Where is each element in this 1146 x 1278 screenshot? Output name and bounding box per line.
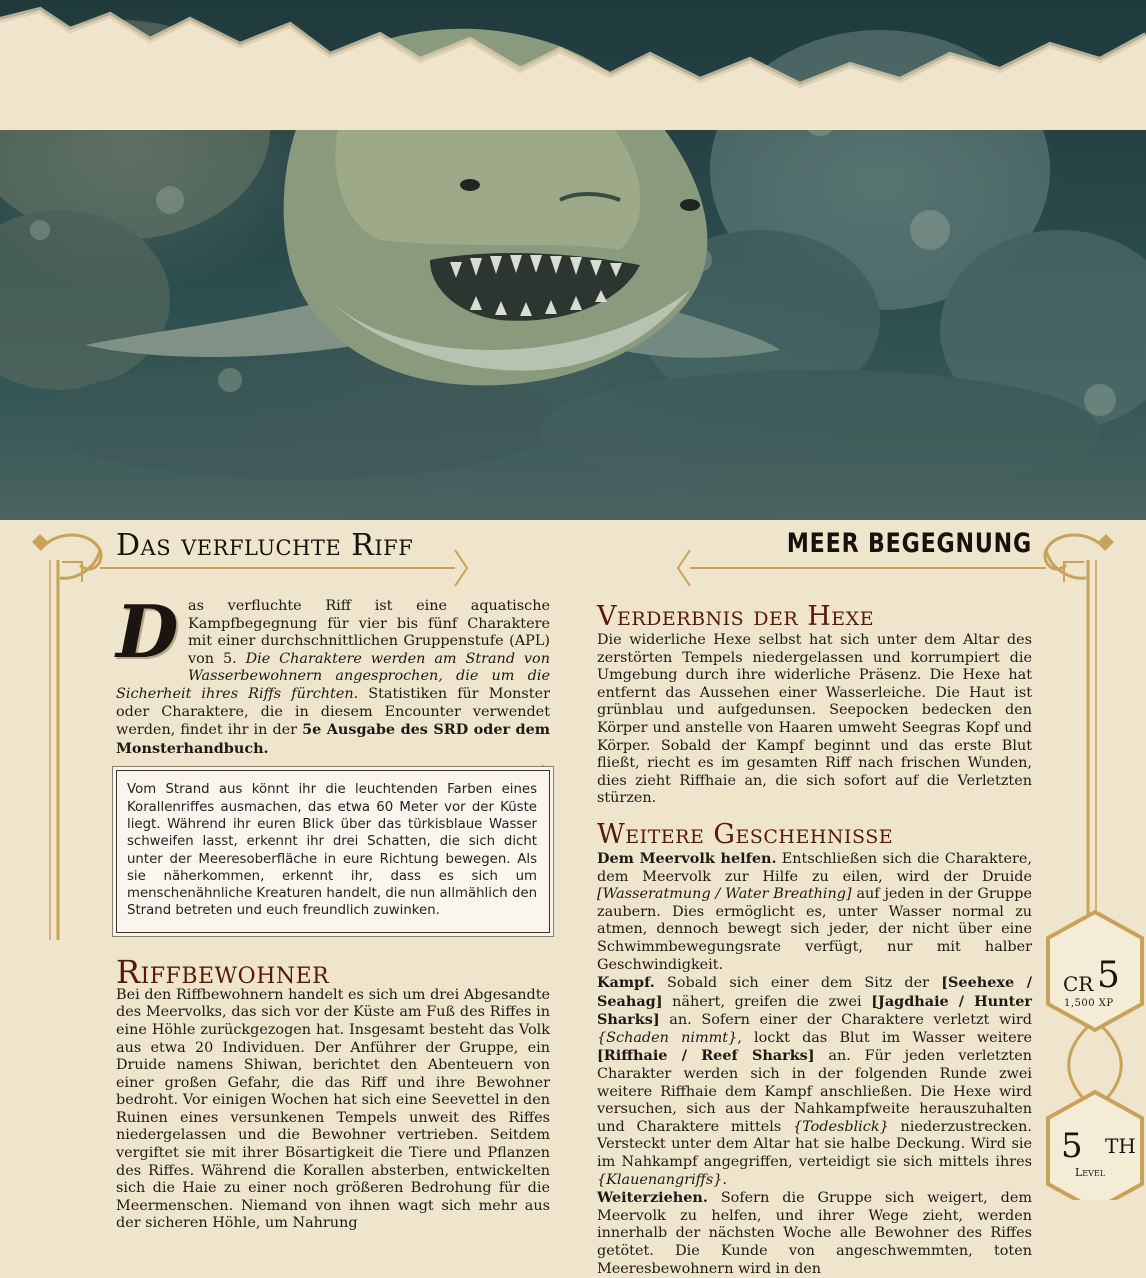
text-span: Entschließen sich die Charaktere, dem Meervolk zur Hilfe zu eilen, wird der Druide: [597, 850, 1033, 885]
text-span: an. Sofern einer der Charaktere verletzt wird: [659, 1012, 1032, 1029]
cr-label: CR: [1063, 972, 1094, 996]
text-span: Sobald sich einer dem Sitz der: [654, 975, 942, 992]
section-label: MEER BEGEGNUNG: [786, 528, 1032, 559]
verderbnis-text: Die widerliche Hexe selbst hat sich unter dem Altar des zerstörten Tempels niedergelassen und korrumpiert die Umgebung durch ihre widerliche Präsenz. Die Hexe hat entfernt das Aussehen einer Wasserleiche. Die Haut ist grünblau und aufgedunsen. Seepocken bedecken den Körper und anstelle von Haaren umweht Seegras Kopf und Körper. Sobald der Kampf beginnt und das erste Blut fließt, riecht es im gesamten Riff nach frischen Wunden, dies zieht Riffhaie an, die sich sofort auf die Verletzten stürzen.: [597, 632, 1032, 807]
read-aloud-box: Vom Strand aus könnt ihr die leuchtenden Farben eines Korallenriffes ausmachen, das etwa 60 Meter vor der Küste liegt. Während ihr euren Blick über das türkisblaue Wasser schweifen lasst, erkennt ihr drei Schatten, die sich dicht unter der Meeresoberfläche in eure Richtung bewegen. Als sie näherkommen, erkennt ihr, dass es sich um menschenähnliche Kreaturen handelt, die nun allmählich den Strand betreten und euch freundlich zuwinken.: [116, 770, 550, 932]
monster-reference: [Jagdhaie / Hunter Sharks]: [597, 992, 1032, 1029]
text-span: , lockt das Blut im Wasser weitere: [737, 1029, 1032, 1046]
heading-riffbewohner: Riffbewohner: [116, 952, 330, 991]
dropcap-letter: D: [116, 589, 179, 674]
level-label: Level: [1075, 1166, 1106, 1179]
text-span: Sofern die Gruppe sich weigert, dem Meervolk zu helfen, und ihrer Wege zieht, werden innerhalb der nächsten Woche alle Bewohner des Riffes getötet. Die Kunde von angeschwemmten, toten Meeresbewohnern wird in den: [597, 1190, 1032, 1277]
level-badge: [1047, 1088, 1143, 1200]
page-title: Das verfluchte Riff: [116, 528, 414, 563]
label-weiterziehen: Weiterziehen.: [597, 1189, 708, 1207]
left-column: [116, 589, 550, 1233]
intro-text: as verfluchte Riff ist eine aquatische Kampfbegegnung für vier bis fünf Charaktere mit einer durchschnittlichen Gruppenstufe (APL) von 5.: [188, 598, 550, 667]
cr-value: 5: [1097, 955, 1120, 996]
text-span: an. Für jeden verletzten Charakter werden sich in der folgenden Runde zwei weitere Riffhaie dem Kampf anschließen. Die Hexe wird versuchen, sich aus der Nahkampfweite herauszuhalten und Charaktere mittels: [597, 1048, 1032, 1135]
intro-text-2: Statistiken für Monster oder Charaktere, die in diesem Encounter verwendet werden, findet ihr in der: [116, 685, 550, 739]
action-reference: {Klauenangriffs}: [597, 1171, 723, 1188]
text-span: auf jeden in der Gruppe zaubern. Dies ermöglicht es, unter Wasser normal zu atmen, dennoch bewegt sich jeder, der nicht über eine Schwimmbewegungsrate verfügt, nur mit halber Geschwindigkeit.: [597, 886, 1032, 973]
level-suffix: TH: [1105, 1134, 1136, 1158]
paragraph-weiterziehen: [597, 1189, 1032, 1278]
action-reference: {Todesblick}: [792, 1118, 889, 1135]
intro-bold: 5e Ausgabe des SRD oder dem Monsterhandbuch.: [116, 721, 550, 757]
riffbewohner-text: Bei den Riffbewohnern handelt es sich um drei Abgesandte des Meervolks, das sich vor der Küste am Fuß des Riffes in eine Höhle zurückgezogen hat. Insgesamt besteht das Volk aus etwa 20 Individuen. Der Anführer der Gruppe, ein Druide namens Shiwan, berichtet den Abenteuern von einer großen Gefahr, die das Riff und ihre Bewohner bedroht. Vor einigen Wochen hat sich eine Seevettel in den Ruinen eines versunkenen Tempels unweit des Riffes niedergelassen und die Bewohner vertrieben. Seitdem vergiftet sie mit ihrer Bösartigkeit die Tiere und Pflanzen des Riffes. Während die Korallen absterben, entwickelten sich die Haie zu einer noch größeren Bedrohung für die Meermenschen. Niemand von ihnen wagt sich mehr aus der sicheren Höhle, um Nahrung: [116, 986, 550, 1232]
right-column: [597, 602, 1032, 1278]
challenge-rating-badge: [1047, 925, 1143, 1033]
text-span: .: [722, 1171, 727, 1188]
heading-weitere: Weitere Geschehnisse: [597, 818, 894, 850]
monster-reference: [Seehexe / Seahag]: [597, 974, 1032, 1010]
label-meervolk-helfen: Dem Meervolk helfen.: [597, 849, 777, 867]
heading-verderbnis: Verderbnis der Hexe: [597, 601, 875, 632]
text-span: niederzustrecken. Versteckt unter dem Altar hat sie halbe Deckung. Wird sie im Nahkampf angegriffen, verteidigt sie sich mittels ihres: [597, 1118, 1032, 1171]
text-span: nähert, greifen die zwei: [662, 993, 872, 1010]
intro-italic: Die Charaktere werden am Strand von Wasserbewohnern angesprochen, die um die Sicherheit ihres Riffs fürchten.: [116, 650, 550, 702]
label-kampf: Kampf.: [597, 974, 655, 992]
level-value: 5: [1061, 1126, 1083, 1166]
xp-value: 1,500 XP: [1064, 998, 1114, 1009]
condition-reference: {Schaden nimmt}: [597, 1029, 738, 1046]
hero-shark-illustration: [0, 0, 1146, 520]
monster-reference: [Riffhaie / Reef Sharks]: [597, 1047, 815, 1065]
paragraph-meervolk-helfen: [597, 850, 1032, 974]
paragraph-kampf: [597, 974, 1032, 1189]
spell-reference: [Wasseratmung / Water Breathing]: [597, 886, 852, 903]
intro-paragraph: [116, 589, 550, 758]
